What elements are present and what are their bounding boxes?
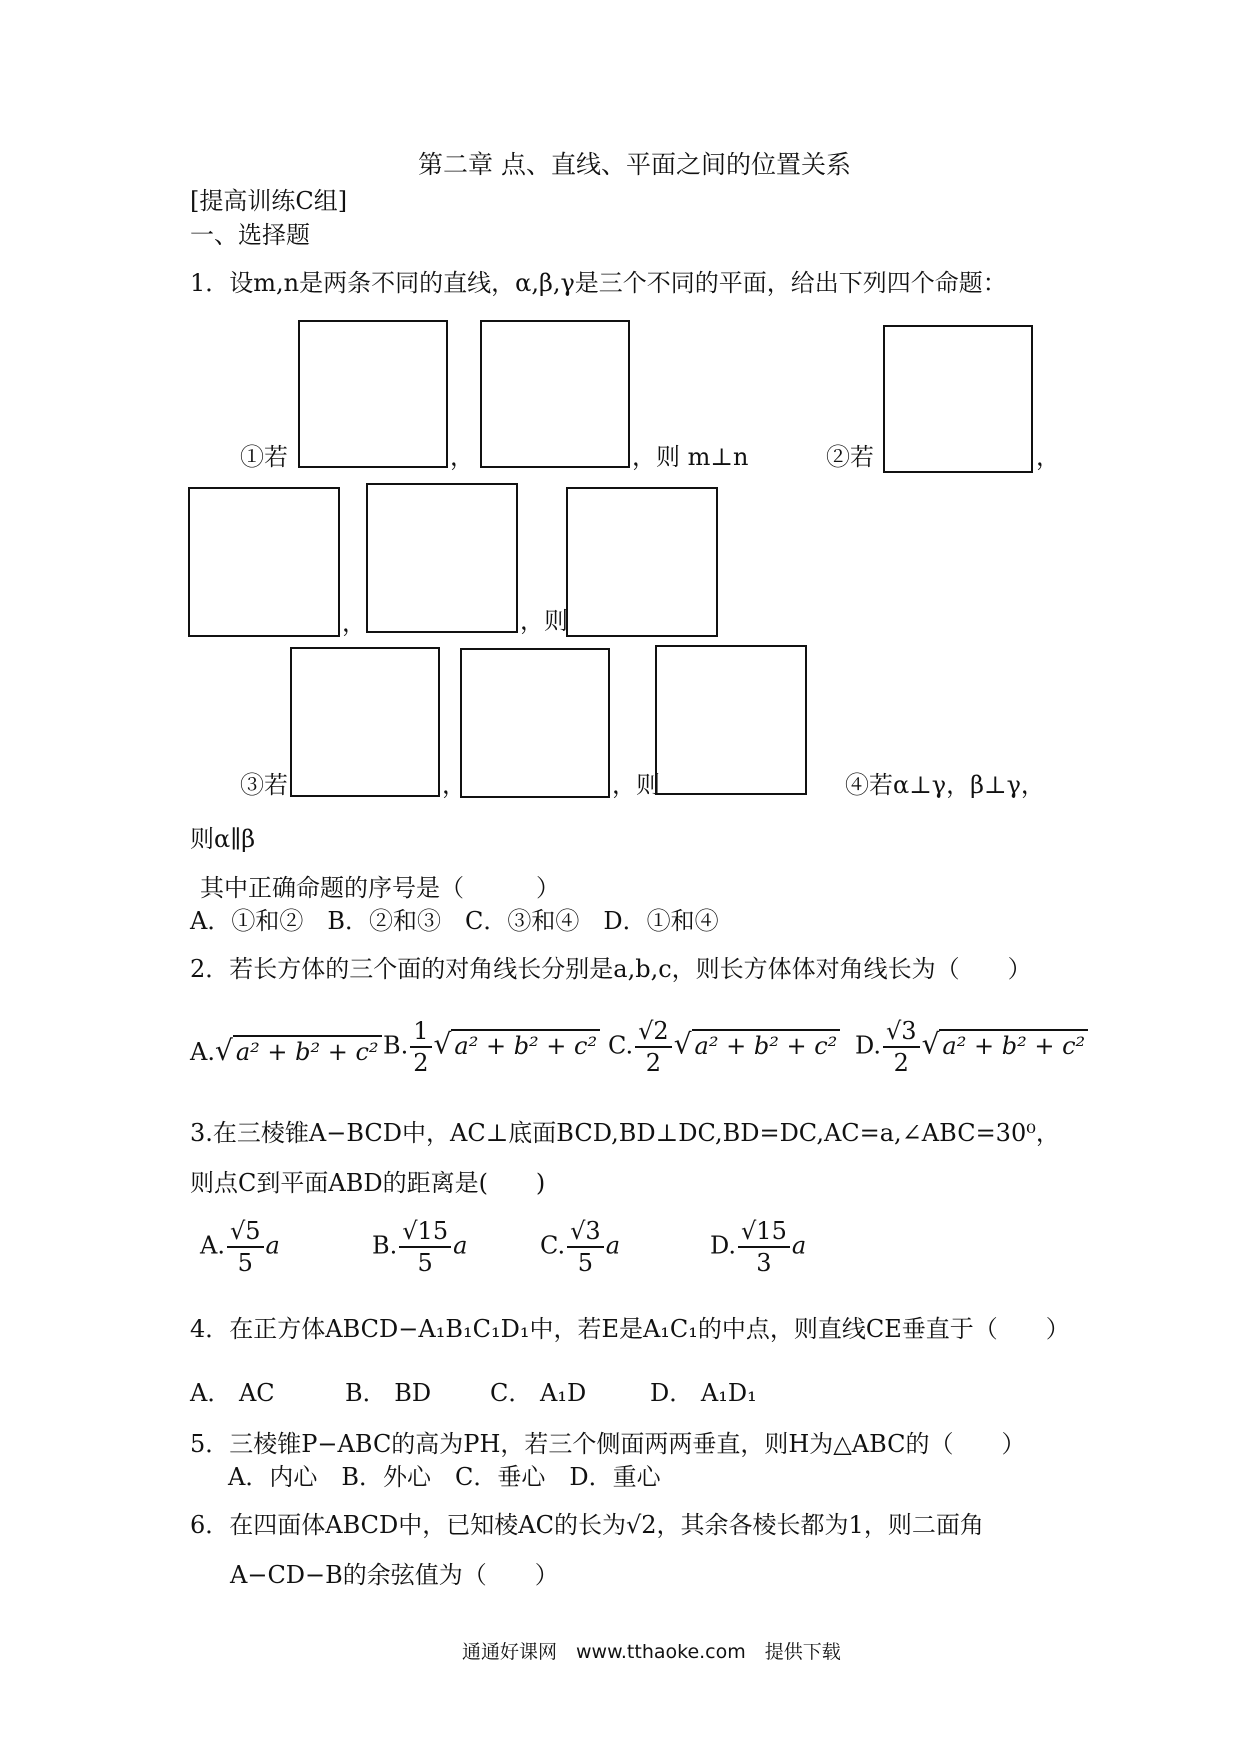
formula-placeholder [655, 645, 807, 795]
q1-p4-cont: 则α∥β [190, 825, 256, 853]
q1-p4: ④若α⊥γ，β⊥γ， [845, 771, 1045, 799]
page-title: 第二章 点、直线、平面之间的位置关系 [418, 150, 851, 179]
q2-option-a: A.√ a² + b² + c² [190, 1035, 382, 1067]
q1-options: A．①和② B．②和③ C．③和④ D．①和④ [190, 907, 719, 935]
formula-placeholder [460, 648, 610, 798]
formula-placeholder [188, 487, 340, 637]
q5-stem: 5．三棱锥P−ABC的高为PH，若三个侧面两两垂直，则H为△ABC的（ ） [190, 1430, 1026, 1458]
q1-comma: ， [1036, 443, 1060, 471]
q3-option-b: B. $\frac{√15}{5}$ a [372, 1217, 468, 1277]
q4-option-d: D． A₁D₁ [650, 1379, 757, 1407]
q2-radicand: a² + b² + c² [692, 1029, 841, 1061]
q1-p2-prefix: ②若 [826, 443, 874, 471]
q1-comma: ， [442, 771, 466, 799]
q1-p1-prefix: ①若 [240, 443, 288, 471]
q3-option-d: D. $\frac{√15}{3}$ a [710, 1217, 807, 1277]
q6-stem: 6．在四面体ABCD中，已知棱AC的长为√2，其余各棱长都为1，则二面角 [190, 1511, 984, 1539]
formula-placeholder [290, 647, 440, 797]
q3-option-c: C. $\frac{√3}{5}$ a [540, 1217, 621, 1277]
q2-radicand: a² + b² + c² [451, 1029, 600, 1061]
q1-p3-then: ，则 [612, 771, 660, 799]
q3-stem: 3.在三棱锥A−BCD中，AC⊥底面BCD,BD⊥DC,BD=DC,AC=a,∠ABC=30⁰， [190, 1119, 1060, 1147]
q3-option-a: A. $\frac{√5}{5}$ a [200, 1217, 280, 1277]
q1-stem: 1．设m,n是两条不同的直线，α,β,γ是三个不同的平面，给出下列四个命题： [190, 269, 1007, 297]
q5-options: A．内心 B．外心 C．垂心 D．重心 [228, 1463, 661, 1491]
q4-option-b: B． BD [345, 1379, 432, 1407]
section-heading: 一、选择题 [190, 221, 310, 249]
q2-radicand: a² + b² + c² [939, 1029, 1088, 1061]
q2-stem: 2．若长方体的三个面的对角线长分别是a,b,c，则长方体体对角线长为（ ） [190, 955, 1032, 983]
q1-ask: 其中正确命题的序号是（ ） [200, 874, 560, 902]
page-footer: 通通好课网 www.tthaoke.com 提供下载 [462, 1641, 841, 1663]
q1-comma: ， [342, 609, 366, 637]
section-subtitle: [提高训练C组] [190, 187, 348, 215]
formula-placeholder [480, 320, 630, 468]
q6-stem2: A−CD−B的余弦值为（ ） [230, 1561, 559, 1589]
q2-radicand: a² + b² + c² [233, 1035, 382, 1067]
q1-p3-prefix: ③若 [240, 771, 288, 799]
q2-option-b: B. $\frac{1}{2}$ √ a² + b² + c² [383, 1016, 600, 1078]
q1-p2-then: ，则 [520, 607, 568, 635]
formula-placeholder [366, 483, 518, 633]
q1-p1-suffix: ，则 m⊥n [632, 443, 749, 471]
formula-placeholder [298, 320, 448, 468]
q3-stem2: 则点C到平面ABD的距离是( ) [190, 1169, 546, 1197]
formula-placeholder [883, 325, 1033, 473]
q4-option-a: A． AC [190, 1379, 275, 1407]
formula-placeholder [566, 487, 718, 637]
q2-option-c: C. $\frac{√2}{2}$ √ a² + b² + c² [608, 1016, 840, 1078]
q4-option-c: C． A₁D [490, 1379, 587, 1407]
q4-stem: 4．在正方体ABCD−A₁B₁C₁D₁中，若E是A₁C₁的中点，则直线CE垂直于（ ） [190, 1315, 1070, 1343]
q1-comma: ， [450, 443, 474, 471]
q2-option-d: D. $\frac{√3}{2}$ √ a² + b² + c² [855, 1016, 1088, 1078]
